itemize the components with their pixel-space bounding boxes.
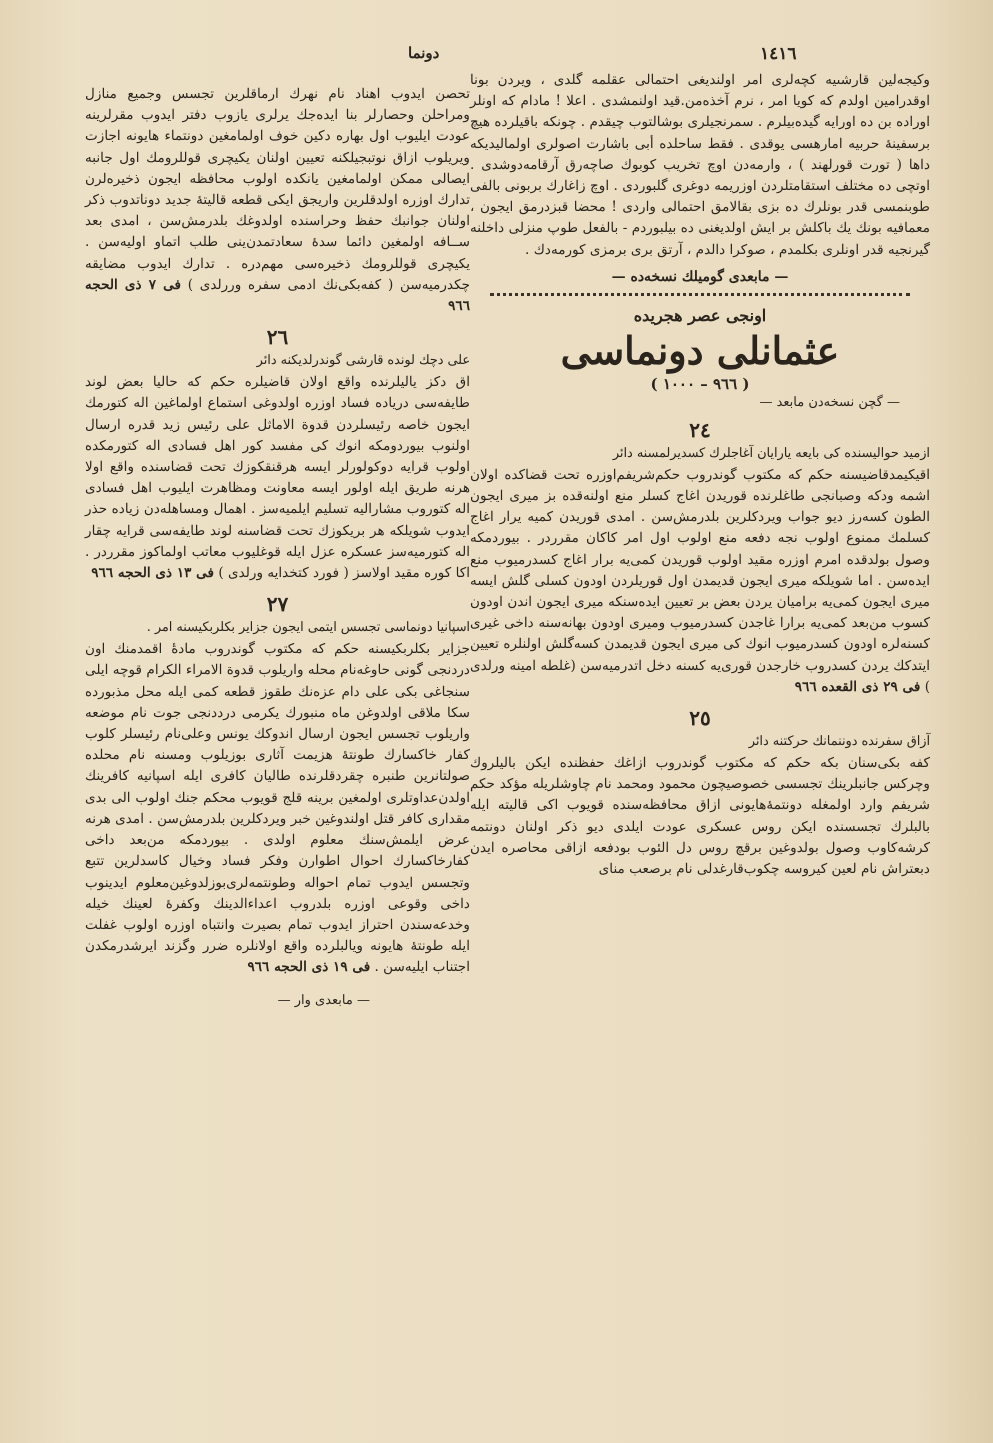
document-body [85,372,470,584]
right-column [470,70,930,880]
section-divider [490,293,910,296]
document-date: فى ٧ ذى الحجه ٩٦٦ [85,276,470,315]
document-body-text: جزاير بكلربكيسنه حكم كه مكتوب گوندروب مادةٔ اقمدمنك اون دردنجى گونى حاوغه‌نام محله واريلوب قدوة الامراء الكرام قوچه ايلى سنجاغى بكى على دام عزه‌نك طقوز قطعه كمى ايله محل مذبورده سكا ملاقى اولدوغن ماه منبورك يكرمى درددنجى جوت نام موضعه واريلوب تجسس ايجون ارسال اندوكك يونس وعلى‌نام رئيسلر كلوب كفار خاكسارك طونتهٔ هزيمت آثارى بوزيلوب ومسنه نام محلده صولتانرين طنبره چقردقلرنده طاليان كافرى ايله اسپانيه كافرينك اولدن‌عداوتلرى اولمغين برينه قلج قويوب محكم جنك اولوب الى بدى مقدارى كافر قتل اولندوغين خبر ويردكلرين بلدرمش‌سن . امدى هرنه عرض ايلمش‌سنك معلوم اولدى . بيوردمكه من‌بعد داخى كفارخاكسارك احوال اطوارن وفكر فساد وخيال كاسدلرين تتبع وتجسس ايدوب تمام احواله وطونتمه‌لرى‌بوزلدوغين‌معلوم ايدينوب داخى وقوعى اوزره بلدروب اعداءالدينك وكفرهٔ لعينك خيله وخدعه‌سندن احتراز ايدوب تمام بصيرت وانتباه اوزره اولوب غفلت ايله طونتهٔ هايونه ويالبلرده واقع اولانلره ضرر وگزند ايرشدرمكدن اجتناب ايليه‌سن . [85,641,470,976]
document-body: كفه بكى‌سنان بكه حكم كه مكتوب گوندروب ازاغك حفظنده ايكن باليلروك وچركس جانبلرينك تجسسى خصوصيچون محمود ومحمد نام چاوشلريله مؤكد حكم شريفم وارد اولمغله دونتمهٔ‌هايونى ازاق محافظه‌سنده قويوب اكى قاليته ايله بالبلرك تجسسنده ايكن روس عسكرى عودت ايلدى ديو ذكر اولنان دونتمه كرشه‌كاوب وصول بولدوغين برقچ روس دل الئوب بودفعه ازاقى محاصره ايدن دبعتراش نام لعين كيروسه چكوب‌قارغدلى نام برصعب مناى [470,755,930,878]
document-body [85,639,470,978]
document-number: ٢٤ [689,417,711,442]
to-be-continued-note: — مابعدى وار — [277,992,370,1008]
to-be-continued-note: — مابعدى گوميلك نسخه‌ده — [611,268,789,285]
document-number: ٢٥ [689,706,711,731]
continued-text: وكيجه‌لين قارشىيه كچه‌لرى امر اولنديغى احتمالى عقلمه گلدى ، ويردن بونا اوقدرامين اولدم كه كويا امر ، نرم آخذه‌من.قيد اولنمشدى . اعلا ! مادام كه اونلر اوراده بن ده اورايه گيده‌بيلرم . سمرنجيلرى بوشالتوب چيقدم . چونكه باقيلرده هيچ برسفينهٔ حربيه امارهسى يوقدى . فقط ساحلده أبى باشارت اصولرى اولماليديكه داها ( تورت قورلهند ) ، وارمه‌دن اوچ تخريب كوبوك صاچه‌رق آرقامه‌دوشدى . اوتچى ده مختلف استقامتلردن اوزريمه دوغرى گلبوردى . اوچ زاغارك بربونى بالفى طوبنمسى قدر بونلرك ده بزى بقالامق احتمالى واردى ! محضا قبزدرمق ايجون ، معمافيه بونك يك باكلش بر ايش اولديغنى ده بيلبوردم - بالفعل طوپ منزلى داخلنه گيرنجيه قدر اونلرى بكلمدم ، صوكرا دالدم ، آرتق برى برمزى كورمه‌دك . [470,72,930,258]
document-date: فى ١٣ ذى الحجه ٩٦٦ [91,565,215,582]
section-years: ( ٩٦٦ – ١٠٠٠ ) [650,374,750,393]
document-heading: آزاق سفرنده دوننمانك حركتنه دائر [748,734,930,750]
document-heading: ازميد حواليسنده كى بايعه يارايان آغاجلرك كسديرلمسنه دائر [612,445,930,461]
page-number: ١٤١٦ [760,44,797,64]
continued-from-note: — گچن نسخه‌دن مابعد — [759,394,900,410]
running-title: دونما [408,44,440,62]
section-subtitle: اونجى عصر هجريده [633,305,767,325]
document-number: ٢٦ [266,325,289,350]
document-date: فى ٢٩ ذى القعده ٩٦٦ [794,678,921,695]
left-column [85,84,470,1008]
continued-text [85,84,470,317]
document-heading: اسپانيا دونماسى تجسس ايتمى ايجون جزاير بكلربكيسنه امر . [146,620,470,636]
section-title: عثمانلى دونماسى [560,327,840,373]
continued-text-body: تحصن ايدوب اهناد نام نهرك ارماقلرين تجسس وجميع منازل ومراحلن وحصارلر بنا ايده‌جك يرلرى يازوب دفتر ايدوب مقرلرينه عودت ايليوب اول بهاره دكين خوف اولمامغين دونتماء هايونه اجازت ويريلوب ازاق نوتبجيلكنه تعيين اولنان يكيچرى قوللرومك اول جانبه ايصالى ممكن اولمامغين يانكده اولوب محافظه ايجون ذخيره‌لرن تدارك اوزره اولدقلرين واريجق ايكى قطعه قاليتهٔ جديد دوناتدوب ذكر اولنان جوانبك حفظ وحراسنده اولدوغك بلدرمش‌سن ، امدى بعد ســافه اولمغين دائما سدهٔ سعادتمدن‌ينى طلب اتماو اوليه‌سن . يكيچرى قوللرومك ذخيره‌سى مهم‌دره . تدارك ايدوب مضايقه چكدرميه‌سن ( كفه‌بكى‌نك ادمى سفره وررلدى ) [85,86,471,293]
document-body-text: اقيكيمدقاضيسنه حكم كه مكتوب گوندروب حكم‌شريفم‌اوزره تحت قضاكده اولان اشمه ودكه وصبانجى طاغلرنده قوريدن اغاج كسلر منع اولنه‌قده بز ميرى ايجون الطون كسه‌رز ديو جواب ويردكلرين بلدرمش‌سن . امدى قوريدن كميه يرار اغاج كسلمك ممنوع اولوب نجه دفعه منع اولوب اول امر كاكان مقرردر . بيوردمكه وصول بولدقده امرم اوزره مقيد اولوب قوريدن كمى‌يه برار اغاج كسدرميوب منع ايده‌سن . اما شويلكه ميرى ايجون قديمدن اول قوريلردن اودون كسلى گلش ايسه ميرى ايجون كمى‌يه براميان يردن بعض بر تعيين ايده‌سنكه ميرى ايجون اندن اودون كسوب من‌بعد كمى‌يه برارا غاجدن كسدرميوب وميرى اودون بهانه‌سنه داخى غيرى كسنه‌لره اودون كسدرميوب انوك كى ميرى ايجون قديمدن كسه‌گلش اولنلره تعيين ايتدكك يردن كسدروب خارجدن قورى‌يه كسنه دخل اتدرميه‌سن (غلطه امينه ورلدى ) [470,466,930,695]
document-heading: على دچك لونده قارشى گوندرلديكنه دائر [256,353,470,369]
document-body [470,465,930,698]
document-date: فى ١٩ ذى الحجه ٩٦٦ [247,959,371,976]
document-number: ٢٧ [266,592,289,617]
document-body-text: اق دكز ياليلرنده واقع اولان قاضيلره حكم كه حاليا بعض لوند طايفه‌سى درياده فساد اوزره اولدوغى استماع اولماغين اله كتورمك ايجون خاصه رئيسلردن قدوة الاماثل على رئيس زيد قدره ارسال اولنوب بيوردومكه انوك كى مفسد كور اهل فسادى اله كتورمكده اولوب قرايه دوكولورلر ايسه هرقنقكوزك تحت قضاسنده واقع اولا هرنه طريق ايله اولور ايسه معاونت ومظاهرت ايليوب اهل فسادى اله كتوروب مشاراليه تسليم ايلميه‌سز . اهمال ومساهله‌دن زياده حذر ايدوب شويلكه هر بريكوزك تحت قضاسنه لوند طايفه‌سى قرايه چقار اله كتورميه‌سز عسكره عزل ايله قوغليوب معاتب اولماكوز مقرردر . اكا كوره مقيد اولاسز ( فورد كتخدايه ورلدى ) [85,374,470,582]
